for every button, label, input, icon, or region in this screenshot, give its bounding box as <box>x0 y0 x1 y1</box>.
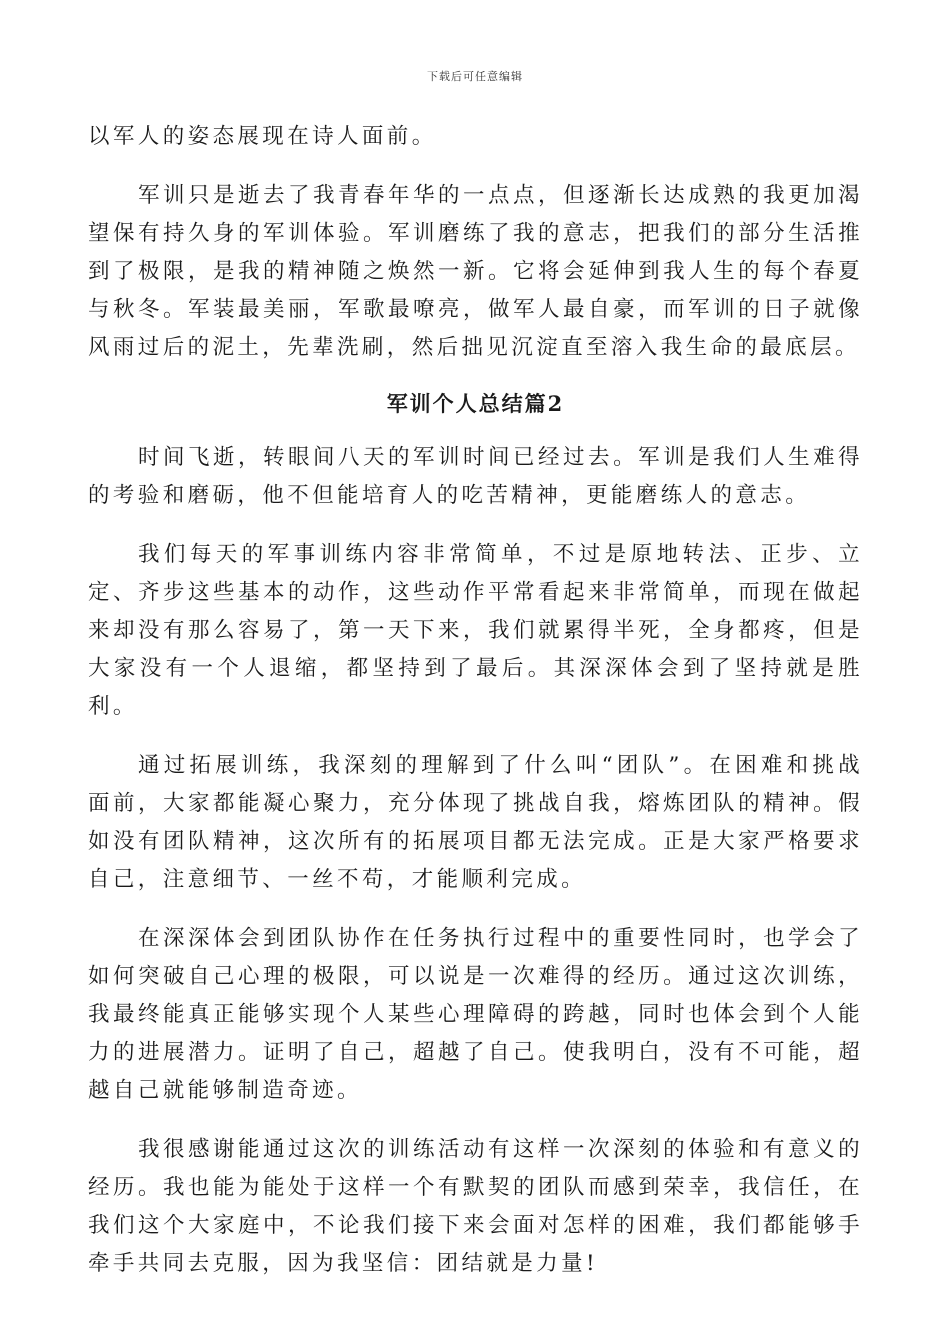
paragraph: 时间飞逝，转眼间八天的军训时间已经过去。军训是我们人生难得的考验和磨砺，他不但能培育人的吃苦精神，更能磨练人的意志。 <box>88 445 863 508</box>
document-body <box>88 118 863 1283</box>
paragraph: 通过拓展训练，我深刻的理解到了什么叫“团队”。在困难和挑战面前，大家都能凝心聚力，充分体现了挑战自我，熔炼团队的精神。假如没有团队精神，这次所有的拓展项目都无法完成。正是大家严格要求自己，注意细节、一丝不苟，才能顺利完成。 <box>88 753 863 892</box>
paragraph: 军训只是逝去了我青春年华的一点点，但逐渐长达成熟的我更加渴望保有持久身的军训体验。军训磨练了我的意志，把我们的部分生活推到了极限，是我的精神随之焕然一新。它将会延伸到我人生的每个春夏与秋冬。军装最美丽，军歌最嘹亮，做军人最自豪，而军训的日子就像风雨过后的泥土，先辈洗刷，然后拙见沉淀直至溶入我生命的最底层。 <box>88 183 863 360</box>
section-title: 军训个人总结篇2 <box>386 391 565 416</box>
paragraph-continuation: 以军人的姿态展现在诗人面前。 <box>88 124 437 149</box>
header-note: 下载后可任意编辑 <box>427 70 523 83</box>
paragraph: 我很感谢能通过这次的训练活动有这样一次深刻的体验和有意义的经历。我也能为能处于这样一个有默契的团队而感到荣幸，我信任，在我们这个大家庭中，不论我们接下来会面对怎样的困难，我们都能够手牵手共同去克服，因为我坚信：团结就是力量! <box>88 1137 863 1276</box>
paragraph: 在深深体会到团队协作在任务执行过程中的重要性同时，也学会了如何突破自己心理的极限，可以说是一次难得的经历。通过这次训练，我最终能真正能够实现个人某些心理障碍的跨越，同时也体会到个人能力的进展潜力。证明了自己，超越了自己。使我明白，没有不可能，超越自己就能够制造奇迹。 <box>88 926 863 1103</box>
paragraph: 我们每天的军事训练内容非常简单，不过是原地转法、正步、立定、齐步这些基本的动作，这些动作平常看起来非常简单，而现在做起来却没有那么容易了，第一天下来，我们就累得半死，全身都疼，但是大家没有一个人退缩，都坚持到了最后。其深深体会到了坚持就是胜利。 <box>88 542 863 719</box>
